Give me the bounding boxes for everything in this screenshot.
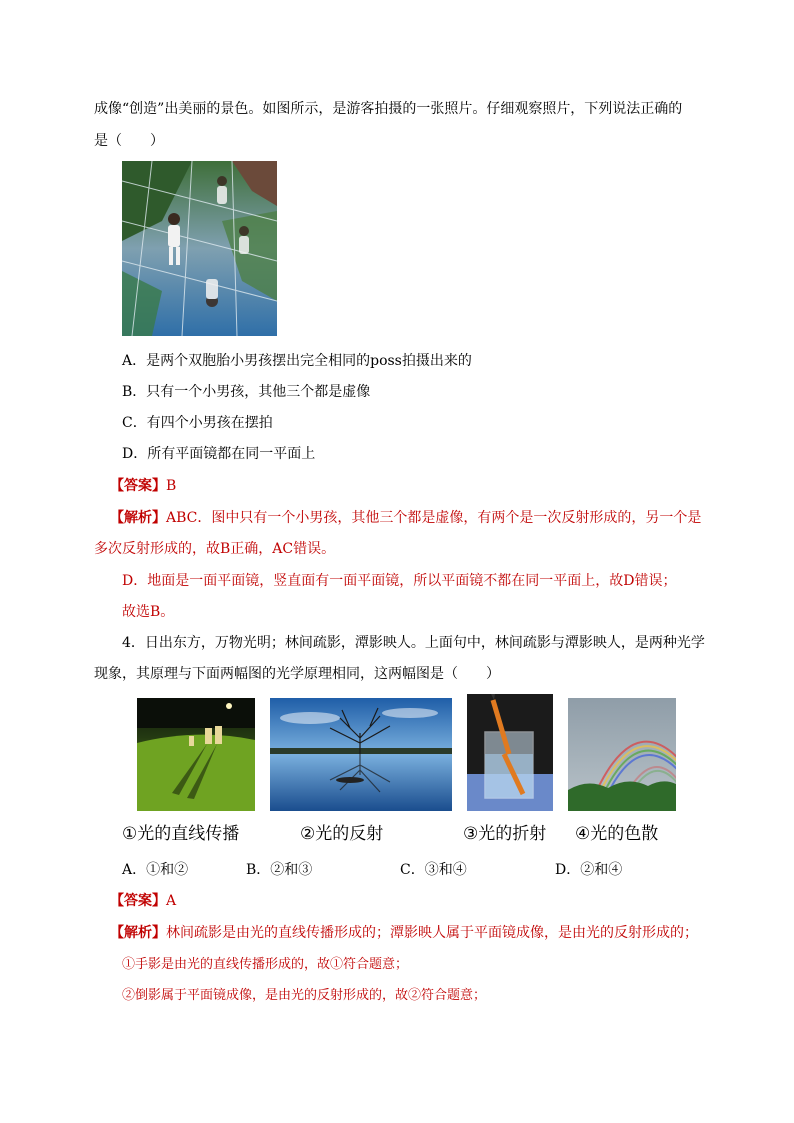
q4-answer: [110, 891, 176, 911]
q3-option-d: D．所有平面镜都在同一平面上: [122, 446, 316, 462]
analysis-label: 【解析】: [110, 925, 166, 941]
q3-stem-line1: 成像“创造”出美丽的景色。如图所示，是游客拍摄的一张照片。仔细观察照片，下列说法正确的: [94, 101, 683, 117]
lake-reflection-photo: [270, 698, 452, 811]
q3-analysis-line3: D．地面是一面平面镜，竖直面有一面平面镜，所以平面镜不都在同一平面上，故D错误；: [122, 573, 677, 589]
answer-value: A: [166, 893, 177, 909]
pencil-glass-photo: [467, 694, 553, 811]
q3-analysis-line1: 【解析】ABC．图中只有一个小男孩，其他三个都是虚像，有两个是一次反射形成的，另一个是: [110, 510, 702, 526]
q4-analysis-line3: ②倒影属于平面镜成像，是由光的反射形成的，故②符合题意；: [122, 988, 487, 1003]
q4-stem-line1: 4．日出东方，万物光明；林间疏影，潭影映人。上面句中，林间疏影与潭影映人，是两种光学: [122, 635, 705, 651]
answer-label: 【答案】: [110, 478, 166, 494]
q4-option-a: A．①和②: [122, 862, 189, 878]
caption-reflection: ②光的反射: [300, 824, 384, 844]
caption-dispersion: ④光的色散: [575, 824, 659, 844]
q3-stem-line2: 是（ ）: [94, 133, 164, 149]
answer-value: B: [166, 478, 177, 494]
q3-option-c: C．有四个小男孩在摆拍: [122, 415, 273, 431]
q4-stem-line2: 现象，其原理与下面两幅图的光学原理相同，这两幅图是（ ）: [94, 666, 500, 682]
mirror-walkway-photo: [122, 161, 277, 336]
q3-analysis-line4: 故选B。: [122, 604, 175, 620]
q4-analysis-line1: 【解析】林间疏影是由光的直线传播形成的；潭影映人属于平面镜成像，是由光的反射形成的；: [110, 925, 698, 941]
q3-option-b: B．只有一个小男孩，其他三个都是虚像: [122, 384, 371, 400]
q3-answer: [110, 476, 176, 496]
q4-option-d: D．②和④: [555, 862, 623, 878]
q4-analysis-line2: ①手影是由光的直线传播形成的，故①符合题意；: [122, 957, 409, 972]
q3-analysis-line2: 多次反射形成的，故B正确，AC错误。: [94, 541, 336, 557]
lawn-shadow-photo: [137, 698, 255, 811]
answer-label: 【答案】: [110, 893, 166, 909]
caption-straight-line: ①光的直线传播: [122, 824, 240, 844]
q3-option-a: A．是两个双胞胎小男孩摆出完全相同的poss拍摄出来的: [122, 353, 472, 369]
analysis-label: 【解析】: [110, 510, 166, 526]
caption-refraction: ③光的折射: [463, 824, 547, 844]
q4-option-c: C．③和④: [400, 862, 467, 878]
rainbow-photo: [568, 698, 676, 811]
q4-option-b: B．②和③: [246, 862, 313, 878]
